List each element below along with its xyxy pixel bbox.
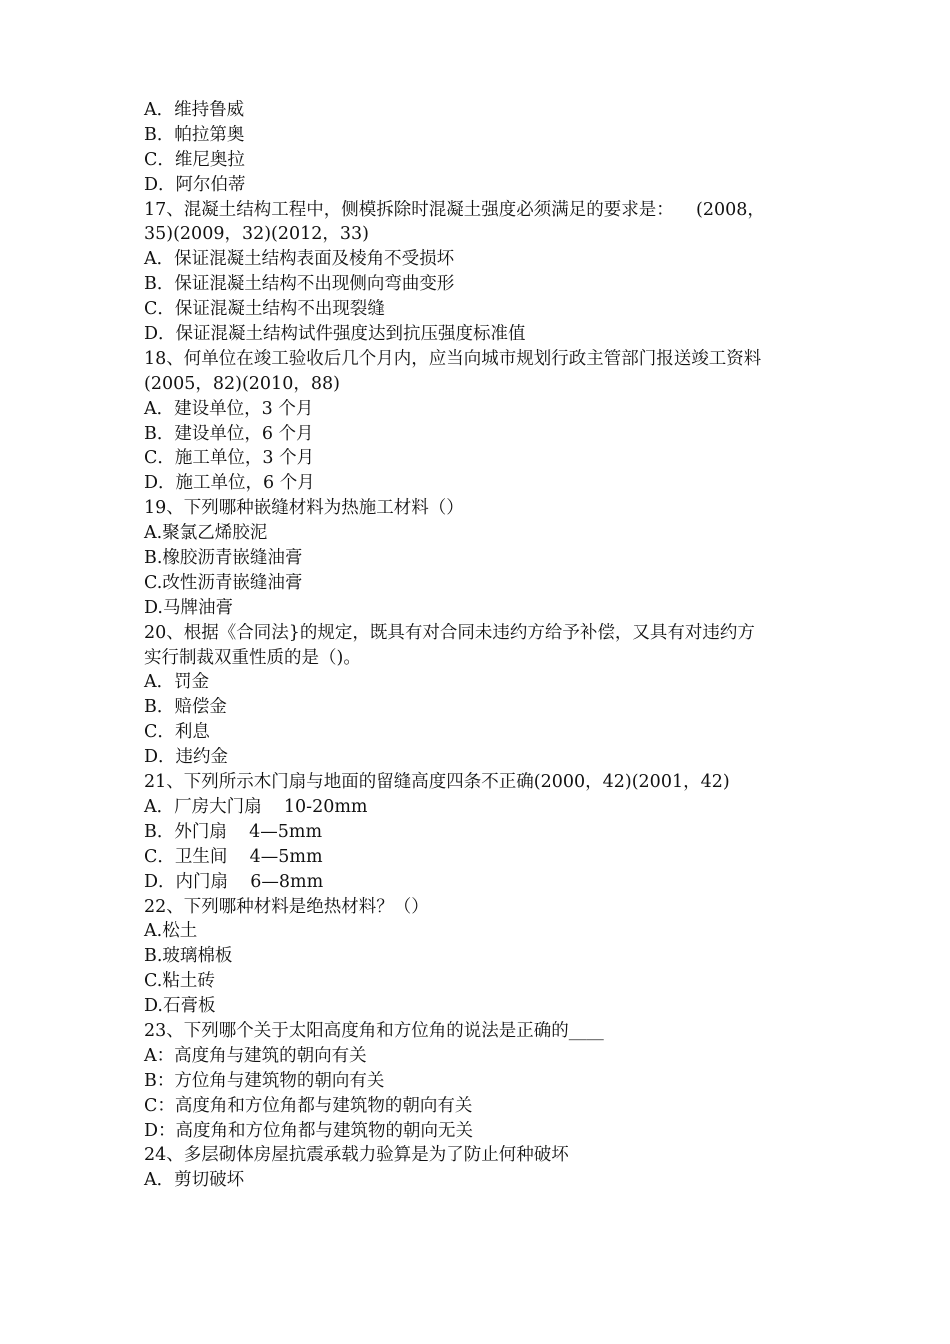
- document-body: [144, 98, 814, 1193]
- question-21: 21、下列所示木门扇与地面的留缝高度四条不正确(2000，42)(2001，42): [144, 772, 730, 793]
- option-line: D．阿尔伯蒂: [144, 174, 246, 195]
- question-17: 17、混凝土结构工程中，侧模拆除时混凝土强度必须满足的要求是： (2008，: [144, 199, 765, 220]
- option-line: B.橡胶沥青嵌缝油膏: [144, 548, 303, 569]
- option-line: C：高度角和方位角都与建筑物的朝向有关: [144, 1095, 473, 1116]
- option-line: A．建设单位，3 个月: [144, 398, 314, 419]
- option-line: B．建设单位，6 个月: [144, 423, 314, 444]
- option-line: D．内门扇 6—8mm: [144, 871, 324, 892]
- option-line: A．保证混凝土结构表面及棱角不受损坏: [144, 249, 455, 270]
- option-line: D.马牌油膏: [144, 597, 233, 618]
- option-line: A：高度角与建筑的朝向有关: [144, 1045, 367, 1066]
- option-line: C.粘土砖: [144, 971, 215, 992]
- option-line: D．违约金: [144, 747, 229, 768]
- question-23: 23、下列哪个关于太阳高度角和方位角的说法是正确的____: [144, 1020, 604, 1041]
- question-17-continued: 35)(2009，32)(2012，33): [144, 224, 370, 245]
- question-18-continued: (2005，82)(2010，88): [144, 373, 340, 394]
- option-line: A.聚氯乙烯胶泥: [144, 523, 268, 544]
- option-line: B：方位角与建筑物的朝向有关: [144, 1070, 385, 1091]
- option-line: C．维尼奥拉: [144, 149, 245, 170]
- option-line: A.松土: [144, 921, 198, 942]
- option-line: A．罚金: [144, 672, 210, 693]
- option-line: B.玻璃棉板: [144, 946, 233, 967]
- option-line: D.石膏板: [144, 996, 216, 1017]
- option-line: A．维持鲁威: [144, 100, 245, 120]
- option-line: B．外门扇 4—5mm: [144, 821, 323, 842]
- option-line: D．保证混凝土结构试件强度达到抗压强度标准值: [144, 324, 526, 345]
- question-20-continued: 实行制裁双重性质的是（)。: [144, 647, 361, 668]
- question-18: 18、何单位在竣工验收后几个月内，应当向城市规划行政主管部门报送竣工资料: [144, 348, 762, 369]
- question-19: 19、下列哪种嵌缝材料为热施工材料（）: [144, 498, 464, 519]
- option-line: B．保证混凝土结构不出现侧向弯曲变形: [144, 274, 455, 295]
- question-20: 20、根据《合同法}的规定，既具有对合同未违约方给予补偿，又具有对违约方: [144, 622, 755, 643]
- question-22: 22、下列哪种材料是绝热材料？（）: [144, 896, 429, 917]
- option-line: D：高度角和方位角都与建筑物的朝向无关: [144, 1120, 474, 1141]
- question-24: 24、多层砌体房屋抗震承载力验算是为了防止何种破坏: [144, 1145, 569, 1166]
- option-line: C．施工单位，3 个月: [144, 448, 315, 469]
- option-line: B．赔偿金: [144, 697, 227, 718]
- option-line: C．卫生间 4—5mm: [144, 846, 323, 867]
- option-line: A．厂房大门扇 10-20mm: [144, 796, 368, 817]
- option-line: C．保证混凝土结构不出现裂缝: [144, 299, 385, 320]
- option-line: C．利息: [144, 722, 210, 743]
- option-line: C.改性沥青嵌缝油膏: [144, 572, 303, 593]
- option-line: A．剪切破坏: [144, 1170, 245, 1191]
- option-line: D．施工单位，6 个月: [144, 473, 315, 494]
- option-line: B．帕拉第奥: [144, 124, 245, 145]
